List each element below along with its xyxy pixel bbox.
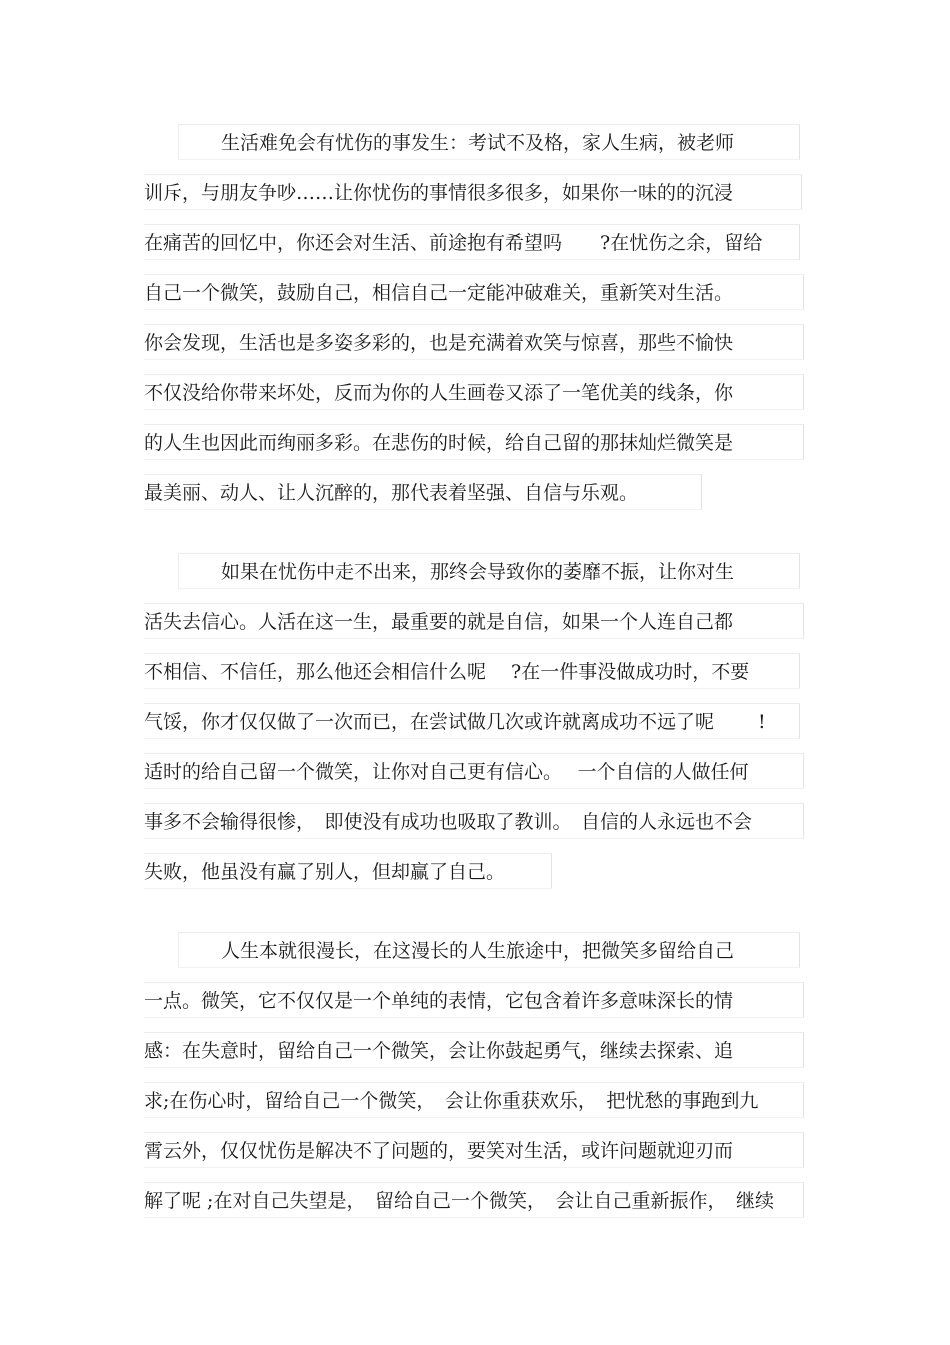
paragraph-line: 求;在伤心时，留给自己一个微笑， 会让你重获欢乐， 把忧愁的事跑到九 [144, 1082, 804, 1118]
paragraph-line: 气馁，你才仅仅做了一次而已，在尝试做几次或许就离成功不远了呢 ! [144, 703, 800, 739]
paragraph-line: 活失去信心。人活在这一生，最重要的就是自信，如果一个人连自己都 [144, 603, 804, 639]
paragraph-line: 事多不会输得很惨， 即使没有成功也吸取了教训。 自信的人永远也不会 [144, 803, 804, 839]
paragraph-line: 如果在忧伤中走不出来，那终会导致你的萎靡不振，让你对生 [178, 553, 800, 589]
paragraph-line: 人生本就很漫长，在这漫长的人生旅途中，把微笑多留给自己 [178, 932, 800, 968]
paragraph-line: 不仅没给你带来坏处，反而为你的人生画卷又添了一笔优美的线条，你 [144, 374, 804, 410]
paragraph-line: 在痛苦的回忆中，你还会对生活、前途抱有希望吗 ?在忧伤之余，留给 [144, 224, 800, 260]
paragraph-line: 感：在失意时，留给自己一个微笑，会让你鼓起勇气，继续去探索、追 [144, 1032, 804, 1068]
paragraph-line: 霄云外，仅仅忧伤是解决不了问题的，要笑对生活，或许问题就迎刃而 [144, 1132, 804, 1168]
paragraph-line: 你会发现，生活也是多姿多彩的，也是充满着欢笑与惊喜，那些不愉快 [144, 324, 804, 360]
paragraph-line: 自己一个微笑，鼓励自己，相信自己一定能冲破难关，重新笑对生活。 [144, 274, 804, 310]
paragraph-line: 训斥，与朋友争吵……让你忧伤的事情很多很多，如果你一味的的沉浸 [144, 174, 802, 210]
paragraph-line: 不相信、不信任，那么他还会相信什么呢 ?在一件事没做成功时，不要 [144, 653, 800, 689]
paragraph-line: 失败，他虽没有赢了别人，但却赢了自己。 [144, 853, 552, 889]
paragraph-line: 适时的给自己留一个微笑，让你对自己更有信心。 一个自信的人做任何 [144, 753, 804, 789]
paragraph-line: 一点。微笑，它不仅仅是一个单纯的表情，它包含着许多意味深长的情 [144, 982, 804, 1018]
paragraph-line: 生活难免会有忧伤的事发生：考试不及格，家人生病，被老师 [178, 124, 800, 160]
paragraph-line: 最美丽、动人、让人沉醉的，那代表着坚强、自信与乐观。 [144, 474, 702, 510]
paragraph-line: 解了呢 ;在对自己失望是， 留给自己一个微笑， 会让自己重新振作， 继续 [144, 1182, 804, 1218]
paragraph-line: 的人生也因此而绚丽多彩。在悲伤的时候，给自己留的那抹灿烂微笑是 [144, 424, 804, 460]
